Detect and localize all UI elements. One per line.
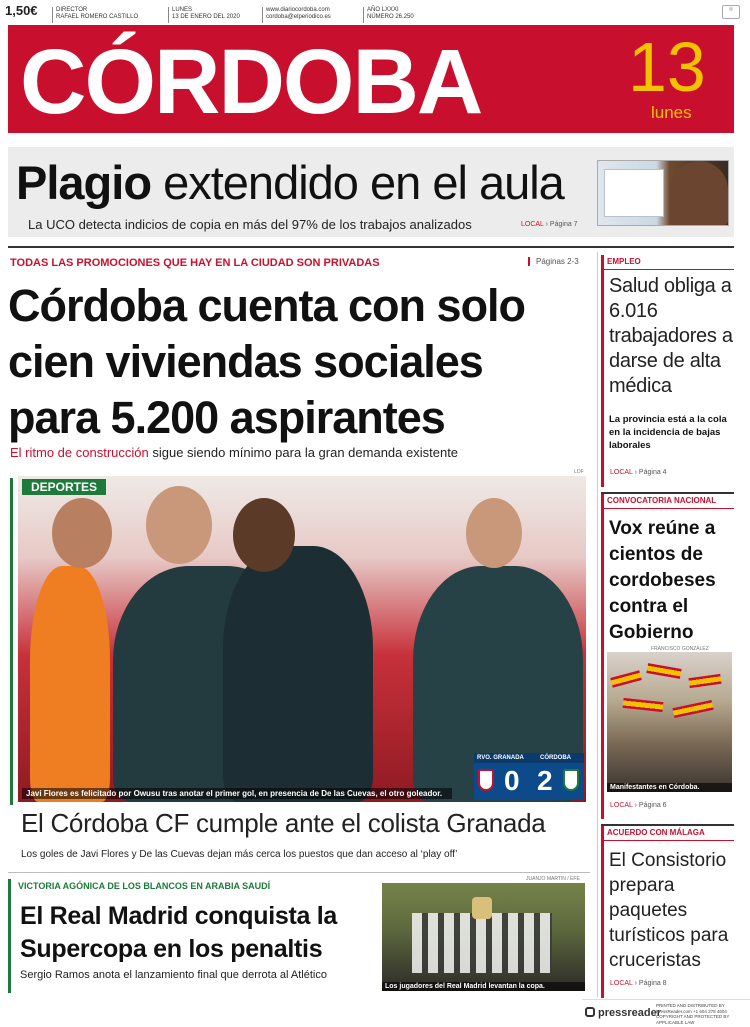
pressreader-logo-text: pressreader [598,1007,661,1019]
lead-headline-line: Córdoba cuenta con solo [8,280,526,331]
team-celebration-image [412,913,552,973]
plagio-teaser[interactable] [8,147,734,237]
real-madrid-story[interactable] [8,872,590,997]
plagio-page: › Página 7 [545,221,578,228]
contact-block [262,7,331,23]
sidebar-photo-caption: Manifestantes en Córdoba. [607,783,732,792]
sidebar-section: LOCAL [610,802,633,809]
computer-screen-image [604,169,664,217]
cover-price: 1,50€ [5,3,38,18]
sidebar-subhead: La provincia está a la cola en la incidencia de bajas laborales [609,414,727,451]
sidebar-headline[interactable]: Salud obliga a 6.016 trabajadores a darse de alta médica [609,275,733,397]
spanish-flag-image [672,700,713,718]
sports-story[interactable] [8,469,590,868]
goalkeeper-figure [30,566,110,802]
student-image [670,161,728,225]
sidebar-page: › Página 8 [634,980,667,987]
date-block [168,7,240,23]
lead-headline-line: cien viviendas sociales [8,336,483,387]
lead-headline-line: para 5.200 aspirantes [8,392,445,443]
pressreader-logo[interactable] [585,1007,661,1019]
plagio-page-ref [521,221,578,228]
scoreboard [474,753,584,800]
sidebar-story-vox[interactable] [601,492,734,819]
section-divider [8,246,734,248]
rm-headline-line: Supercopa en los penaltis [20,935,323,963]
home-goals: 0 [504,765,520,796]
sidebar-story-consistorio[interactable] [601,824,734,998]
plagio-headline [16,155,564,210]
pressreader-line: PRINTED AND DISTRIBUTED BY [656,1003,725,1008]
deportes-tag[interactable]: DEPORTES [22,479,106,495]
scoreboard-teams [474,753,584,763]
sidebar-photo-credit: FRANCISCO GONZÁLEZ [651,646,709,652]
sidebar-page-ref [601,469,667,476]
sidebar-page-ref [601,802,667,809]
pressreader-notice [656,1003,750,1025]
pressreader-badge[interactable] [582,999,750,1027]
home-team: RVO. GRANADA [477,755,524,761]
rm-photo-credit: JUANJO MARTIN / EFE [526,876,580,882]
rm-subhead: Sergio Ramos anota el lanzamiento final que derrota al Atlético [20,969,327,981]
rm-photo [382,883,585,991]
spanish-flag-image [610,670,642,687]
email-link[interactable]: cordoba@elperiodico.es [266,14,331,20]
director-label: DIRECTOR [56,7,88,13]
rm-headline[interactable] [20,900,380,966]
rm-kicker: VICTORIA AGÓNICA DE LOS BLANCOS EN ARABIA SAUDÍ [18,881,271,891]
lead-subhead-rest: sigue siendo mínimo para la gran demanda existente [148,445,459,460]
publisher-logo-icon: ◎ [722,5,740,19]
sidebar-accent-bar [601,255,604,487]
plagio-subhead: La UCO detecta indicios de copia en más del 97% de los trabajos analizados [28,217,472,232]
sports-subhead: Los goles de Javi Flores y De las Cuevas dejan más cerca los puestos que dan acceso al ‘play off’ [21,849,458,860]
spanish-flag-image [646,663,681,679]
plagio-section: LOCAL [521,221,544,228]
sidebar-headline[interactable]: Vox reúne a cientos de cordobeses contra el Gobierno [609,518,716,643]
lead-subhead [10,445,458,460]
player-head [466,498,522,568]
sidebar-accent-bar [601,494,604,819]
player-figure [223,546,373,802]
sidebar-kicker: EMPLEO [601,255,734,270]
sidebar-section: LOCAL [610,980,633,987]
director-block [52,7,138,23]
demonstration-photo [607,652,732,792]
day-label: LUNES [172,7,193,13]
plagio-headline-bold: Plagio [16,156,152,209]
player-head [233,498,295,572]
cordoba-crest-icon [563,769,579,791]
sidebar-kicker: ACUERDO CON MÁLAGA [601,826,734,841]
sidebar-story-empleo[interactable] [601,255,734,487]
pressreader-line: PressReader.com +1 604 278 4604 [656,1008,727,1014]
granada-crest-icon [478,769,494,791]
newspaper-title: CÓRDOBA [20,31,482,133]
weekday: lunes [651,103,692,122]
sidebar-section: LOCAL [610,469,633,476]
lead-pages-ref: Páginas 2-3 [528,257,579,266]
website-link[interactable]: www.diariocordoba.com [266,7,330,13]
masthead [8,25,734,133]
spanish-flag-image [623,698,664,712]
rm-headline-line: El Real Madrid conquista la [20,902,337,930]
sidebar-kicker: CONVOCATORIA NACIONAL [601,494,734,509]
player-head [146,486,212,564]
director-name: RAFAEL ROMERO CASTILLO [56,14,139,20]
sidebar-page: › Página 6 [634,802,667,809]
away-team: CÓRDOBA [540,755,571,761]
plagio-headline-rest: extendido en el aula [151,156,564,209]
day-number: 13 [628,28,706,106]
rm-accent-bar [8,879,11,993]
spanish-flag-image [688,674,721,688]
plagio-photo [597,160,729,226]
sidebar-page: › Página 4 [634,469,667,476]
pressreader-icon [585,1007,595,1017]
sidebar-headline[interactable]: El Consistorio prepara paquetes turísticos para cruceristas [609,850,729,971]
sidebar-accent-bar [601,826,604,998]
sports-caption: Javi Flores es felicitado por Owusu tras anotar el primer gol, en presencia de De las Cuevas, el otro goleador. [22,788,452,799]
issue-number: NÚMERO 26.250 [367,14,414,20]
sidebar-page-ref [601,980,667,987]
year-text: AÑO LXXXI [367,7,399,13]
pressreader-line: COPYRIGHT AND PROTECTED BY APPLICABLE LAW [656,1014,730,1025]
sidebar-divider [597,252,598,997]
lead-kicker: TODAS LAS PROMOCIONES QUE HAY EN LA CIUDAD SON PRIVADAS [10,257,380,269]
date-text: 13 DE ENERO DEL 2020 [172,14,240,20]
top-info-strip [0,0,750,25]
rm-caption: Los jugadores del Real Madrid levantan la copa. [382,982,585,991]
lead-subhead-highlight: El ritmo de construcción [10,445,149,460]
sports-photo-credit: LOF [574,469,584,475]
sports-headline[interactable]: El Córdoba CF cumple ante el colista Granada [21,808,546,838]
lead-headline[interactable] [8,278,588,446]
issue-block [363,7,414,23]
trophy-icon [472,897,492,919]
goalkeeper-head [52,498,112,568]
away-goals: 2 [537,765,553,796]
